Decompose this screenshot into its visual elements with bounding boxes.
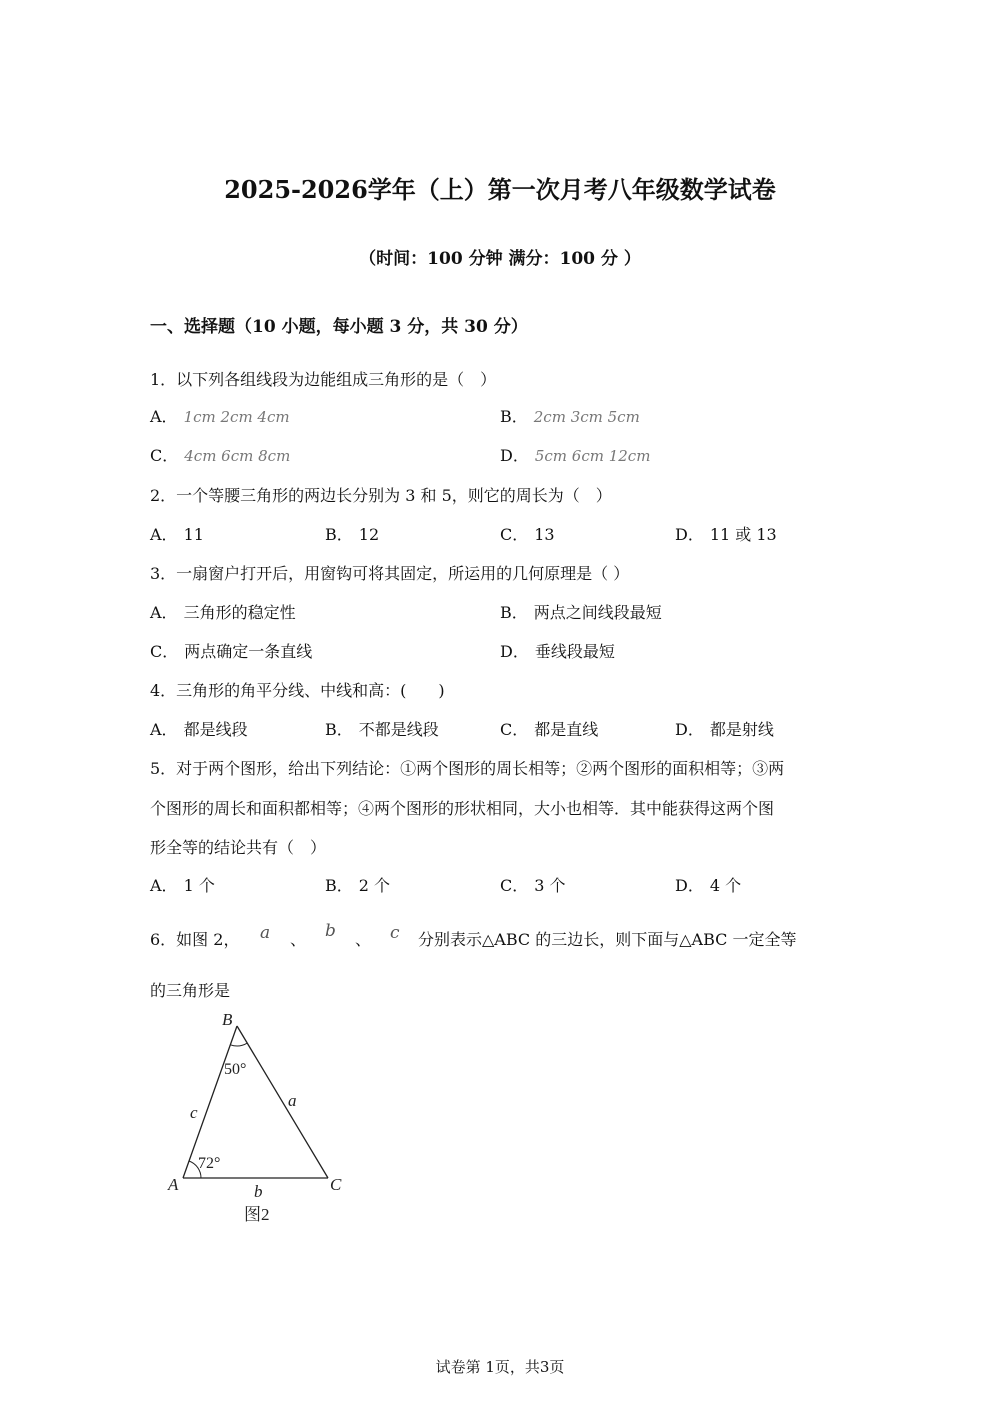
question-3-option-a <box>150 600 296 623</box>
question-3-option-d <box>500 639 615 662</box>
option-label: C． <box>150 446 179 465</box>
option-text: 4cm 6cm 8cm <box>184 447 291 465</box>
vertex-a-label: A <box>168 1175 179 1194</box>
question-4-stem: 4．三角形的角平分线、中线和高：( ) <box>150 681 445 700</box>
separator: 、 <box>290 930 307 949</box>
question-5-option-a <box>150 873 215 896</box>
question-1-option-c <box>150 443 290 466</box>
option-text: 垂线段最短 <box>534 642 615 661</box>
vertex-c-label: C <box>330 1175 342 1194</box>
option-label: D． <box>500 642 529 661</box>
page-footer: 试卷第 1页，共3页 <box>435 1358 565 1376</box>
option-text: 5cm 6cm 12cm <box>534 447 651 465</box>
question-3-option-c <box>150 639 312 662</box>
question-5-stem-line-1: 5．对于两个图形，给出下列结论：①两个图形的周长相等；②两个图形的面积相等；③两 <box>150 759 785 778</box>
angle-a-label: 72° <box>198 1155 221 1172</box>
question-4-option-d <box>675 717 774 740</box>
option-text: 都是射线 <box>709 720 774 739</box>
question-5-stem-line-3: 形全等的结论共有（ ） <box>150 838 327 857</box>
question-1-stem: 1．以下列各组线段为边能组成三角形的是（ ） <box>150 370 497 389</box>
option-text: 11 <box>183 525 204 544</box>
option-label: D． <box>675 720 704 739</box>
figure-caption: 图2 <box>244 1205 270 1224</box>
option-text: 都是直线 <box>534 720 599 739</box>
question-4-option-b <box>325 717 439 740</box>
angle-b-arc <box>230 1043 247 1046</box>
question-3-stem: 3．一扇窗户打开后，用窗钩可将其固定，所运用的几何原理是（ ） <box>150 564 630 583</box>
section-heading: 一、选择题（10 小题，每小题 3 分，共 30 分） <box>150 317 528 337</box>
option-text: 1 个 <box>183 876 215 895</box>
question-5-option-c <box>500 873 566 896</box>
question-5-option-b <box>325 873 390 896</box>
side-c-label: c <box>190 1103 198 1122</box>
option-text: 13 <box>534 525 555 544</box>
option-label: D． <box>675 525 704 544</box>
option-text: 2 个 <box>358 876 391 895</box>
side-a-label: a <box>288 1091 297 1110</box>
question-2-stem: 2．一个等腰三角形的两边长分别为 3 和 5，则它的周长为（ ） <box>150 486 612 505</box>
option-label: B． <box>500 603 528 622</box>
option-text: 3 个 <box>534 876 566 895</box>
side-a-line <box>237 1026 328 1178</box>
angle-b-label: 50° <box>224 1061 247 1078</box>
option-text: 两点确定一条直线 <box>184 642 313 661</box>
option-text: 两点之间线段最短 <box>533 603 662 622</box>
question-1-option-b <box>500 404 640 427</box>
vertex-b-label: B <box>222 1010 233 1029</box>
option-text: 1cm 2cm 4cm <box>183 408 290 426</box>
question-5-stem-line-2: 个图形的周长和面积都相等；④两个图形的形状相同，大小也相等．其中能获得这两个图 <box>150 799 775 818</box>
option-text: 11 或 13 <box>709 525 777 544</box>
variable-a: a <box>260 923 271 943</box>
question-1-option-d <box>500 443 650 466</box>
option-label: C． <box>500 525 529 544</box>
option-label: D． <box>675 876 704 895</box>
variable-b: b <box>325 921 336 941</box>
option-label: C． <box>500 720 529 739</box>
option-label: A． <box>150 407 178 426</box>
separator: 、 <box>355 930 372 949</box>
option-label: A． <box>150 525 178 544</box>
option-text: 三角形的稳定性 <box>183 603 296 622</box>
question-6-stem <box>150 921 850 955</box>
option-label: B． <box>325 525 353 544</box>
option-label: C． <box>150 642 179 661</box>
question-5-option-d <box>675 873 741 896</box>
option-label: A． <box>150 720 178 739</box>
question-6-stem-line-2: 的三角形是 <box>150 981 231 1000</box>
option-label: B． <box>325 876 353 895</box>
page-title: 2025-2026学年（上）第一次月考八年级数学试卷 <box>224 175 776 204</box>
question-6-prefix: 6．如图 2， <box>150 930 240 949</box>
option-label: A． <box>150 876 178 895</box>
option-text: 都是线段 <box>183 720 248 739</box>
question-2-option-c <box>500 522 555 545</box>
triangle-figure <box>160 1010 360 1230</box>
question-2-option-d <box>675 522 777 545</box>
option-label: D． <box>500 446 529 465</box>
option-label: A． <box>150 603 178 622</box>
question-6-suffix: 分别表示△ABC 的三边长，则下面与△ABC 一定全等 <box>418 930 797 949</box>
question-1-option-a <box>150 404 290 427</box>
question-2-option-b <box>325 522 379 545</box>
question-2-option-a <box>150 522 204 545</box>
side-b-label: b <box>254 1182 263 1201</box>
question-4-option-c <box>500 717 598 740</box>
option-label: B． <box>500 407 528 426</box>
option-text: 4 个 <box>709 876 742 895</box>
option-label: C． <box>500 876 529 895</box>
page-subtitle: （时间：100 分钟 满分：100 分 ） <box>359 249 641 269</box>
option-label: B． <box>325 720 353 739</box>
question-4-option-a <box>150 717 248 740</box>
variable-c: c <box>390 923 400 943</box>
question-3-option-b <box>500 600 662 623</box>
option-text: 12 <box>358 525 380 544</box>
option-text: 不都是线段 <box>358 720 439 739</box>
option-text: 2cm 3cm 5cm <box>533 408 640 426</box>
